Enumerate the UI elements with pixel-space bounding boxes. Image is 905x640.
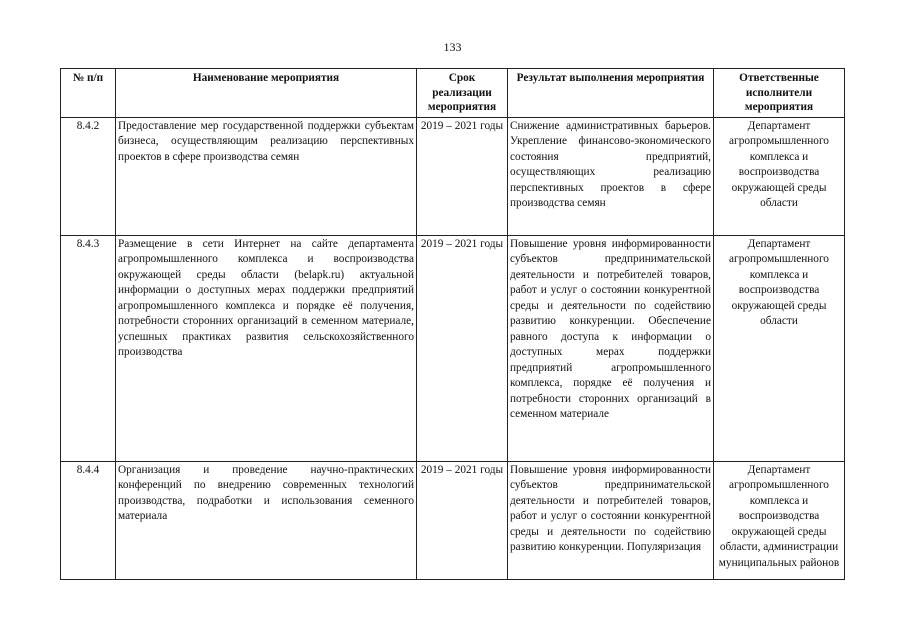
table-row xyxy=(61,117,845,235)
implementation-period: 2019 – 2021 годы xyxy=(417,117,508,235)
responsible-executors: Департамент агропромышленного комплекса и воспроизводства окружающей среды области xyxy=(714,235,845,461)
measure-result: Повышение уровня информированности субъектов предпринимательской деятельности и потребителей товаров, работ и услуг о состоянии конкурентной среды и деятельности по содействию развитию конкуренции. Обеспечение равного доступа к информации о доступных мерах поддержки предприятий агропромышленного комплекса, порядке её получения и потребности сторонних организаций в семенном материале xyxy=(508,235,714,461)
row-number: 8.4.3 xyxy=(61,235,116,461)
header-name: Наименование мероприятия xyxy=(116,69,417,118)
measure-name: Размещение в сети Интернет на сайте департамента агропромышленного комплекса и воспроизводства окружающей среды области (belapk.ru) актуальной информации о доступных мерах поддержки предприятий агропромышленного комплекса и порядке её получения, потребности сторонних организаций в семенном материале, успешных практиках развития сельскохозяйственного производства xyxy=(116,235,417,461)
measure-name: Предоставление мер государственной поддержки субъектам бизнеса, осуществляющим реализацию перспективных проектов в сфере производства семян xyxy=(116,117,417,235)
implementation-period: 2019 – 2021 годы xyxy=(417,235,508,461)
table-row xyxy=(61,235,845,461)
table-header-row xyxy=(61,69,845,118)
header-executors: Ответственные исполнители мероприятия xyxy=(714,69,845,118)
implementation-period: 2019 – 2021 годы xyxy=(417,461,508,579)
measure-result-cell xyxy=(508,461,714,579)
measures-table xyxy=(60,68,845,580)
header-period: Срок реализации мероприятия xyxy=(417,69,508,118)
measure-name: Организация и проведение научно-практических конференций по внедрению современных технологий производства, подработки и использования семенного материала xyxy=(116,461,417,579)
table-row xyxy=(61,461,845,579)
row-number: 8.4.4 xyxy=(61,461,116,579)
header-num: № п/п xyxy=(61,69,116,118)
row-number: 8.4.2 xyxy=(61,117,116,235)
header-result: Результат выполнения мероприятия xyxy=(508,69,714,118)
responsible-executors: Департамент агропромышленного комплекса и воспроизводства окружающей среды области xyxy=(714,117,845,235)
measure-result: Снижение административных барьеров. Укрепление финансово-экономического состояния предприятий, осуществляющих реализацию перспективных проектов в сфере производства семян xyxy=(508,117,714,235)
measure-result: Повышение уровня информированности субъектов предпринимательской деятельности и потребителей товаров, работ и услуг о состоянии конкурентной среды и деятельности по содействию развитию конкуренции. Популяризация xyxy=(510,463,711,553)
responsible-executors: Департамент агропромышленного комплекса и воспроизводства окружающей среды области, администрации муниципальных районов xyxy=(714,461,845,579)
page-number: 133 xyxy=(443,40,462,54)
